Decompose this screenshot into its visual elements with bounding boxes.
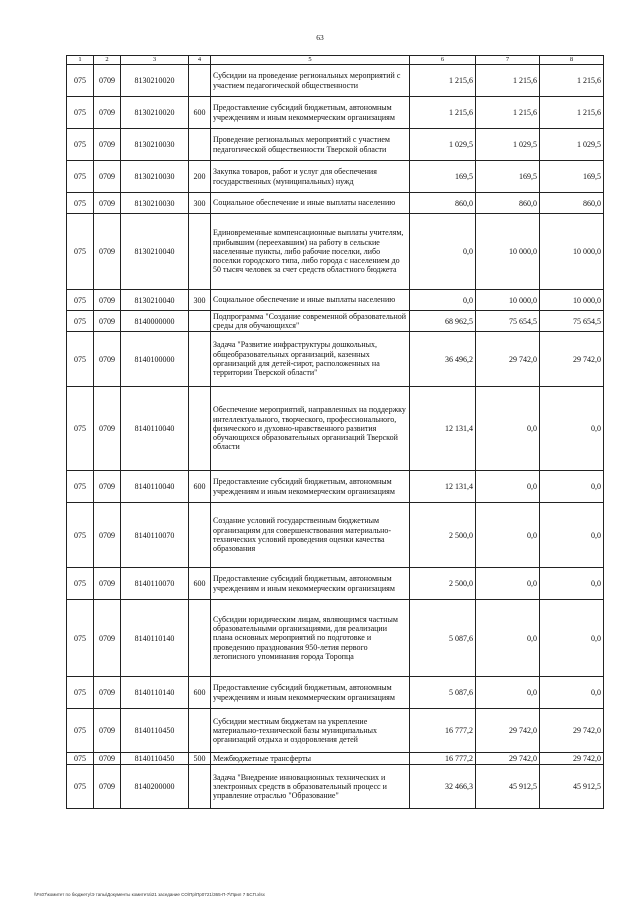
section-code: 0709 [94, 332, 121, 387]
target-article-code: 8140110070 [121, 503, 189, 568]
expense-type-code: 600 [189, 97, 211, 129]
amount-year-2: 169,5 [476, 161, 540, 193]
amount-year-2: 45 912,5 [476, 765, 540, 809]
amount-year-3: 0,0 [540, 503, 604, 568]
target-article-code: 8140110040 [121, 387, 189, 471]
amount-year-2: 29 742,0 [476, 709, 540, 753]
table-row [67, 753, 604, 765]
description: Субсидии юридическим лицам, являющимся частным образовательными организациями, для реализации плана основных мероприятий по подготовке и проведению празднования 950-летия первого летописного упоминания города Торопца [211, 600, 410, 677]
amount-year-3: 0,0 [540, 471, 604, 503]
description: Задача "Развитие инфраструктуры дошкольных, общеобразовательных организаций, казенных организаций для детей-сирот, расположенных на территории Тверской области" [211, 332, 410, 387]
description: Закупка товаров, работ и услуг для обеспечения государственных (муниципальных) нужд [211, 161, 410, 193]
amount-year-2: 1 215,6 [476, 65, 540, 97]
header-row [67, 56, 604, 65]
description: Проведение региональных мероприятий с участием педагогической общественности Тверской области [211, 129, 410, 161]
description: Субсидии местным бюджетам на укрепление материально-технической базы муниципальных организаций отдыха и оздоровления детей [211, 709, 410, 753]
grbs-code: 075 [67, 387, 94, 471]
target-article-code: 8140110040 [121, 471, 189, 503]
expense-type-code [189, 65, 211, 97]
description: Подпрограмма "Создание современной образовательной среды для обучающихся" [211, 311, 410, 332]
expense-type-code: 600 [189, 471, 211, 503]
table-row [67, 332, 604, 387]
col-header-5: 5 [211, 56, 410, 65]
expense-type-code [189, 503, 211, 568]
description: Предоставление субсидий бюджетным, автономным учреждениям и иным некоммерческим организациям [211, 97, 410, 129]
description: Предоставление субсидий бюджетным, автономным учреждениям и иным некоммерческим организациям [211, 471, 410, 503]
target-article-code: 8130210030 [121, 129, 189, 161]
section-code: 0709 [94, 765, 121, 809]
amount-year-3: 1 029,5 [540, 129, 604, 161]
description: Социальное обеспечение и иные выплаты населению [211, 193, 410, 214]
expense-type-code: 500 [189, 753, 211, 765]
grbs-code: 075 [67, 311, 94, 332]
table-row [67, 568, 604, 600]
grbs-code: 075 [67, 503, 94, 568]
table-row [67, 161, 604, 193]
grbs-code: 075 [67, 214, 94, 290]
amount-year-3: 1 215,6 [540, 97, 604, 129]
amount-year-3: 45 912,5 [540, 765, 604, 809]
amount-year-1: 16 777,2 [410, 709, 476, 753]
amount-year-2: 75 654,5 [476, 311, 540, 332]
description: Создание условий государственным бюджетным организациям для совершенствования материально-технических условий проведения оценки качества образования [211, 503, 410, 568]
amount-year-3: 0,0 [540, 600, 604, 677]
grbs-code: 075 [67, 129, 94, 161]
amount-year-1: 169,5 [410, 161, 476, 193]
grbs-code: 075 [67, 290, 94, 311]
description: Предоставление субсидий бюджетным, автономным учреждениям и иным некоммерческим организациям [211, 568, 410, 600]
grbs-code: 075 [67, 471, 94, 503]
table-row [67, 503, 604, 568]
grbs-code: 075 [67, 332, 94, 387]
target-article-code: 8130210020 [121, 65, 189, 97]
grbs-code: 075 [67, 97, 94, 129]
table-row [67, 387, 604, 471]
table-row [67, 129, 604, 161]
amount-year-1: 0,0 [410, 214, 476, 290]
grbs-code: 075 [67, 753, 94, 765]
amount-year-3: 75 654,5 [540, 311, 604, 332]
target-article-code: 8140110140 [121, 600, 189, 677]
grbs-code: 075 [67, 709, 94, 753]
section-code: 0709 [94, 600, 121, 677]
col-header-8: 8 [540, 56, 604, 65]
file-path-footer: \\Fs07\комитет по бюджету\Э тапы\Документы комитета\21 заседание СО\Пр\Пр0721\365-П-7\Прил 7 БСП.xlsx [34, 892, 265, 897]
amount-year-1: 2 500,0 [410, 503, 476, 568]
amount-year-3: 860,0 [540, 193, 604, 214]
grbs-code: 075 [67, 677, 94, 709]
target-article-code: 8130210040 [121, 290, 189, 311]
description: Социальное обеспечение и иные выплаты населению [211, 290, 410, 311]
table-row [67, 600, 604, 677]
target-article-code: 8130210030 [121, 161, 189, 193]
table-row [67, 65, 604, 97]
expense-type-code [189, 129, 211, 161]
amount-year-1: 2 500,0 [410, 568, 476, 600]
expense-type-code [189, 311, 211, 332]
amount-year-1: 860,0 [410, 193, 476, 214]
amount-year-2: 1 215,6 [476, 97, 540, 129]
section-code: 0709 [94, 709, 121, 753]
amount-year-2: 0,0 [476, 387, 540, 471]
table-row [67, 311, 604, 332]
amount-year-2: 10 000,0 [476, 290, 540, 311]
grbs-code: 075 [67, 161, 94, 193]
expense-type-code [189, 600, 211, 677]
description: Предоставление субсидий бюджетным, автономным учреждениям и иным некоммерческим организациям [211, 677, 410, 709]
col-header-4: 4 [189, 56, 211, 65]
description: Субсидии на проведение региональных мероприятий с участием педагогической общественности [211, 65, 410, 97]
amount-year-3: 1 215,6 [540, 65, 604, 97]
section-code: 0709 [94, 193, 121, 214]
page-number: 63 [316, 33, 324, 42]
amount-year-3: 169,5 [540, 161, 604, 193]
section-code: 0709 [94, 97, 121, 129]
table-row [67, 709, 604, 753]
amount-year-1: 68 962,5 [410, 311, 476, 332]
table-row [67, 765, 604, 809]
amount-year-3: 10 000,0 [540, 214, 604, 290]
amount-year-3: 0,0 [540, 677, 604, 709]
target-article-code: 8140200000 [121, 765, 189, 809]
target-article-code: 8140110070 [121, 568, 189, 600]
expense-type-code: 200 [189, 161, 211, 193]
amount-year-1: 12 131,4 [410, 471, 476, 503]
section-code: 0709 [94, 568, 121, 600]
grbs-code: 075 [67, 568, 94, 600]
description: Задача "Внедрение инновационных технических и электронных средств в образовательный процесс и управление отраслью "Образование" [211, 765, 410, 809]
section-code: 0709 [94, 753, 121, 765]
grbs-code: 075 [67, 765, 94, 809]
amount-year-1: 36 496,2 [410, 332, 476, 387]
amount-year-1: 32 466,3 [410, 765, 476, 809]
section-code: 0709 [94, 503, 121, 568]
amount-year-1: 16 777,2 [410, 753, 476, 765]
grbs-code: 075 [67, 600, 94, 677]
target-article-code: 8140110140 [121, 677, 189, 709]
amount-year-3: 29 742,0 [540, 753, 604, 765]
expense-type-code [189, 214, 211, 290]
grbs-code: 075 [67, 65, 94, 97]
expense-type-code: 300 [189, 290, 211, 311]
expense-type-code [189, 709, 211, 753]
col-header-2: 2 [94, 56, 121, 65]
target-article-code: 8140100000 [121, 332, 189, 387]
section-code: 0709 [94, 290, 121, 311]
amount-year-2: 0,0 [476, 503, 540, 568]
col-header-1: 1 [67, 56, 94, 65]
table-row [67, 193, 604, 214]
amount-year-2: 0,0 [476, 568, 540, 600]
amount-year-3: 10 000,0 [540, 290, 604, 311]
target-article-code: 8130210020 [121, 97, 189, 129]
section-code: 0709 [94, 161, 121, 193]
section-code: 0709 [94, 129, 121, 161]
table-row [67, 471, 604, 503]
expense-type-code [189, 387, 211, 471]
table-row [67, 290, 604, 311]
section-code: 0709 [94, 311, 121, 332]
amount-year-2: 29 742,0 [476, 332, 540, 387]
amount-year-1: 1 215,6 [410, 65, 476, 97]
grbs-code: 075 [67, 193, 94, 214]
col-header-7: 7 [476, 56, 540, 65]
expense-type-code: 300 [189, 193, 211, 214]
target-article-code: 8130210040 [121, 214, 189, 290]
expense-type-code [189, 332, 211, 387]
table-row [67, 677, 604, 709]
amount-year-3: 0,0 [540, 387, 604, 471]
amount-year-3: 29 742,0 [540, 332, 604, 387]
amount-year-1: 1 029,5 [410, 129, 476, 161]
description: Межбюджетные трансферты [211, 753, 410, 765]
target-article-code: 8130210030 [121, 193, 189, 214]
amount-year-2: 0,0 [476, 600, 540, 677]
expense-type-code [189, 765, 211, 809]
description: Единовременные компенсационные выплаты учителям, прибывшим (переехавшим) на работу в сельские населенные пункты, либо рабочие поселки, либо поселки городского типа, либо города с населением до 50 тысяч человек за счет средств областного бюджета [211, 214, 410, 290]
amount-year-3: 29 742,0 [540, 709, 604, 753]
section-code: 0709 [94, 214, 121, 290]
target-article-code: 8140110450 [121, 753, 189, 765]
amount-year-1: 5 087,6 [410, 677, 476, 709]
amount-year-2: 29 742,0 [476, 753, 540, 765]
target-article-code: 8140000000 [121, 311, 189, 332]
amount-year-2: 0,0 [476, 471, 540, 503]
amount-year-1: 5 087,6 [410, 600, 476, 677]
amount-year-2: 0,0 [476, 677, 540, 709]
amount-year-2: 10 000,0 [476, 214, 540, 290]
amount-year-3: 0,0 [540, 568, 604, 600]
target-article-code: 8140110450 [121, 709, 189, 753]
col-header-6: 6 [410, 56, 476, 65]
section-code: 0709 [94, 387, 121, 471]
amount-year-1: 1 215,6 [410, 97, 476, 129]
amount-year-2: 1 029,5 [476, 129, 540, 161]
table-row [67, 97, 604, 129]
col-header-3: 3 [121, 56, 189, 65]
amount-year-2: 860,0 [476, 193, 540, 214]
expense-type-code: 600 [189, 568, 211, 600]
expense-type-code: 600 [189, 677, 211, 709]
section-code: 0709 [94, 65, 121, 97]
section-code: 0709 [94, 471, 121, 503]
table-row [67, 214, 604, 290]
amount-year-1: 0,0 [410, 290, 476, 311]
section-code: 0709 [94, 677, 121, 709]
budget-table [66, 55, 604, 809]
description: Обеспечение мероприятий, направленных на поддержку интеллектуального, творческого, профессионального, физического и духовно-нравственного развития обучающихся образовательных организаций Тверской области [211, 387, 410, 471]
amount-year-1: 12 131,4 [410, 387, 476, 471]
